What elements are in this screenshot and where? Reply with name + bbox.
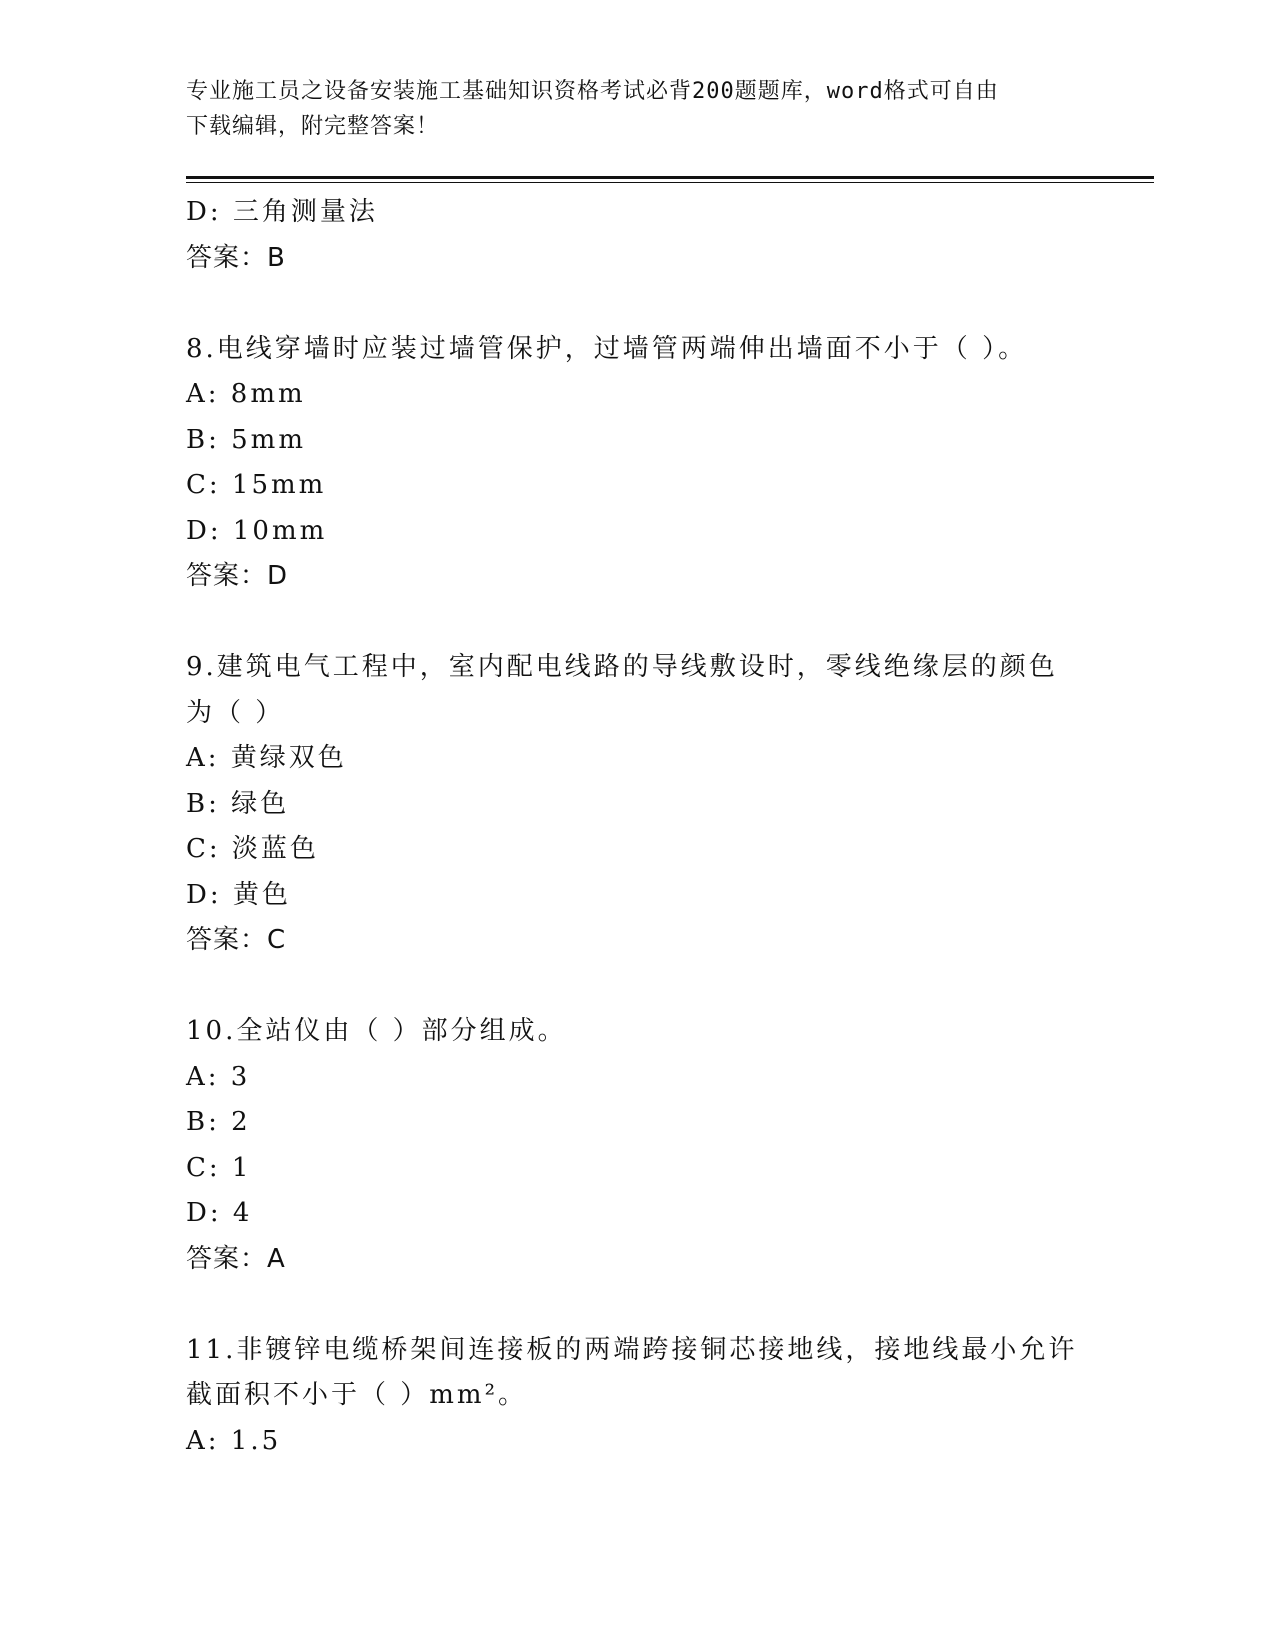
question-text: 9.建筑电气工程中，室内配电线路的导线敷设时，零线绝缘层的颜色 [186, 652, 1058, 682]
answer: 答案：A [186, 1243, 286, 1274]
question-text: 10.全站仪由（ ）部分组成。 [186, 1016, 567, 1046]
option-b: B: 5mm [186, 424, 306, 455]
header-title-line-2: 下载编辑，附完整答案！ [186, 114, 440, 139]
option-b: B: 2 [186, 1107, 251, 1137]
header-divider-thick [186, 176, 1154, 179]
question-8 [186, 327, 1086, 600]
question-text-continued: 截面积不小于（ ）mm²。 [186, 1380, 527, 1410]
option-a: A: 8mm [186, 379, 306, 409]
spacer [186, 964, 1086, 1010]
option-a: A: 1.5 [186, 1425, 282, 1456]
spacer [186, 600, 1086, 646]
question-11 [186, 1328, 1086, 1465]
question-text-continued: 为（ ） [186, 697, 285, 728]
answer: 答案：D [186, 561, 289, 591]
header-title-line-1: 专业施工员之设备安装施工基础知识资格考试必背200题题库，word格式可自由 [186, 79, 999, 104]
option-c: C: 淡蓝色 [186, 834, 319, 864]
spacer [186, 281, 1086, 327]
question-9 [186, 645, 1086, 964]
option-c: C: 15mm [186, 470, 327, 500]
option-a: A: 黄绿双色 [186, 743, 347, 773]
question-list [186, 190, 1086, 1464]
option-a: A: 3 [186, 1061, 251, 1092]
header-divider-thin [186, 182, 1154, 183]
option-b: B: 绿色 [186, 788, 290, 819]
page-header [186, 74, 1066, 144]
option-d: D: 黄色 [186, 879, 291, 910]
option-d: D: 10mm [186, 515, 328, 546]
option-c: C: 1 [186, 1152, 252, 1183]
question-text: 8.电线穿墙时应装过墙管保护，过墙管两端伸出墙面不小于（ ）。 [186, 333, 1028, 364]
prev-option-d: D: 三角测量法 [186, 197, 378, 227]
option-d: D: 4 [186, 1198, 253, 1228]
question-10 [186, 1009, 1086, 1282]
prev-answer: 答案：B [186, 242, 286, 273]
question-text: 11.非镀锌电缆桥架间连接板的两端跨接铜芯接地线，接地线最小允许 [186, 1334, 1078, 1365]
answer: 答案：C [186, 925, 287, 955]
spacer [186, 1282, 1086, 1328]
